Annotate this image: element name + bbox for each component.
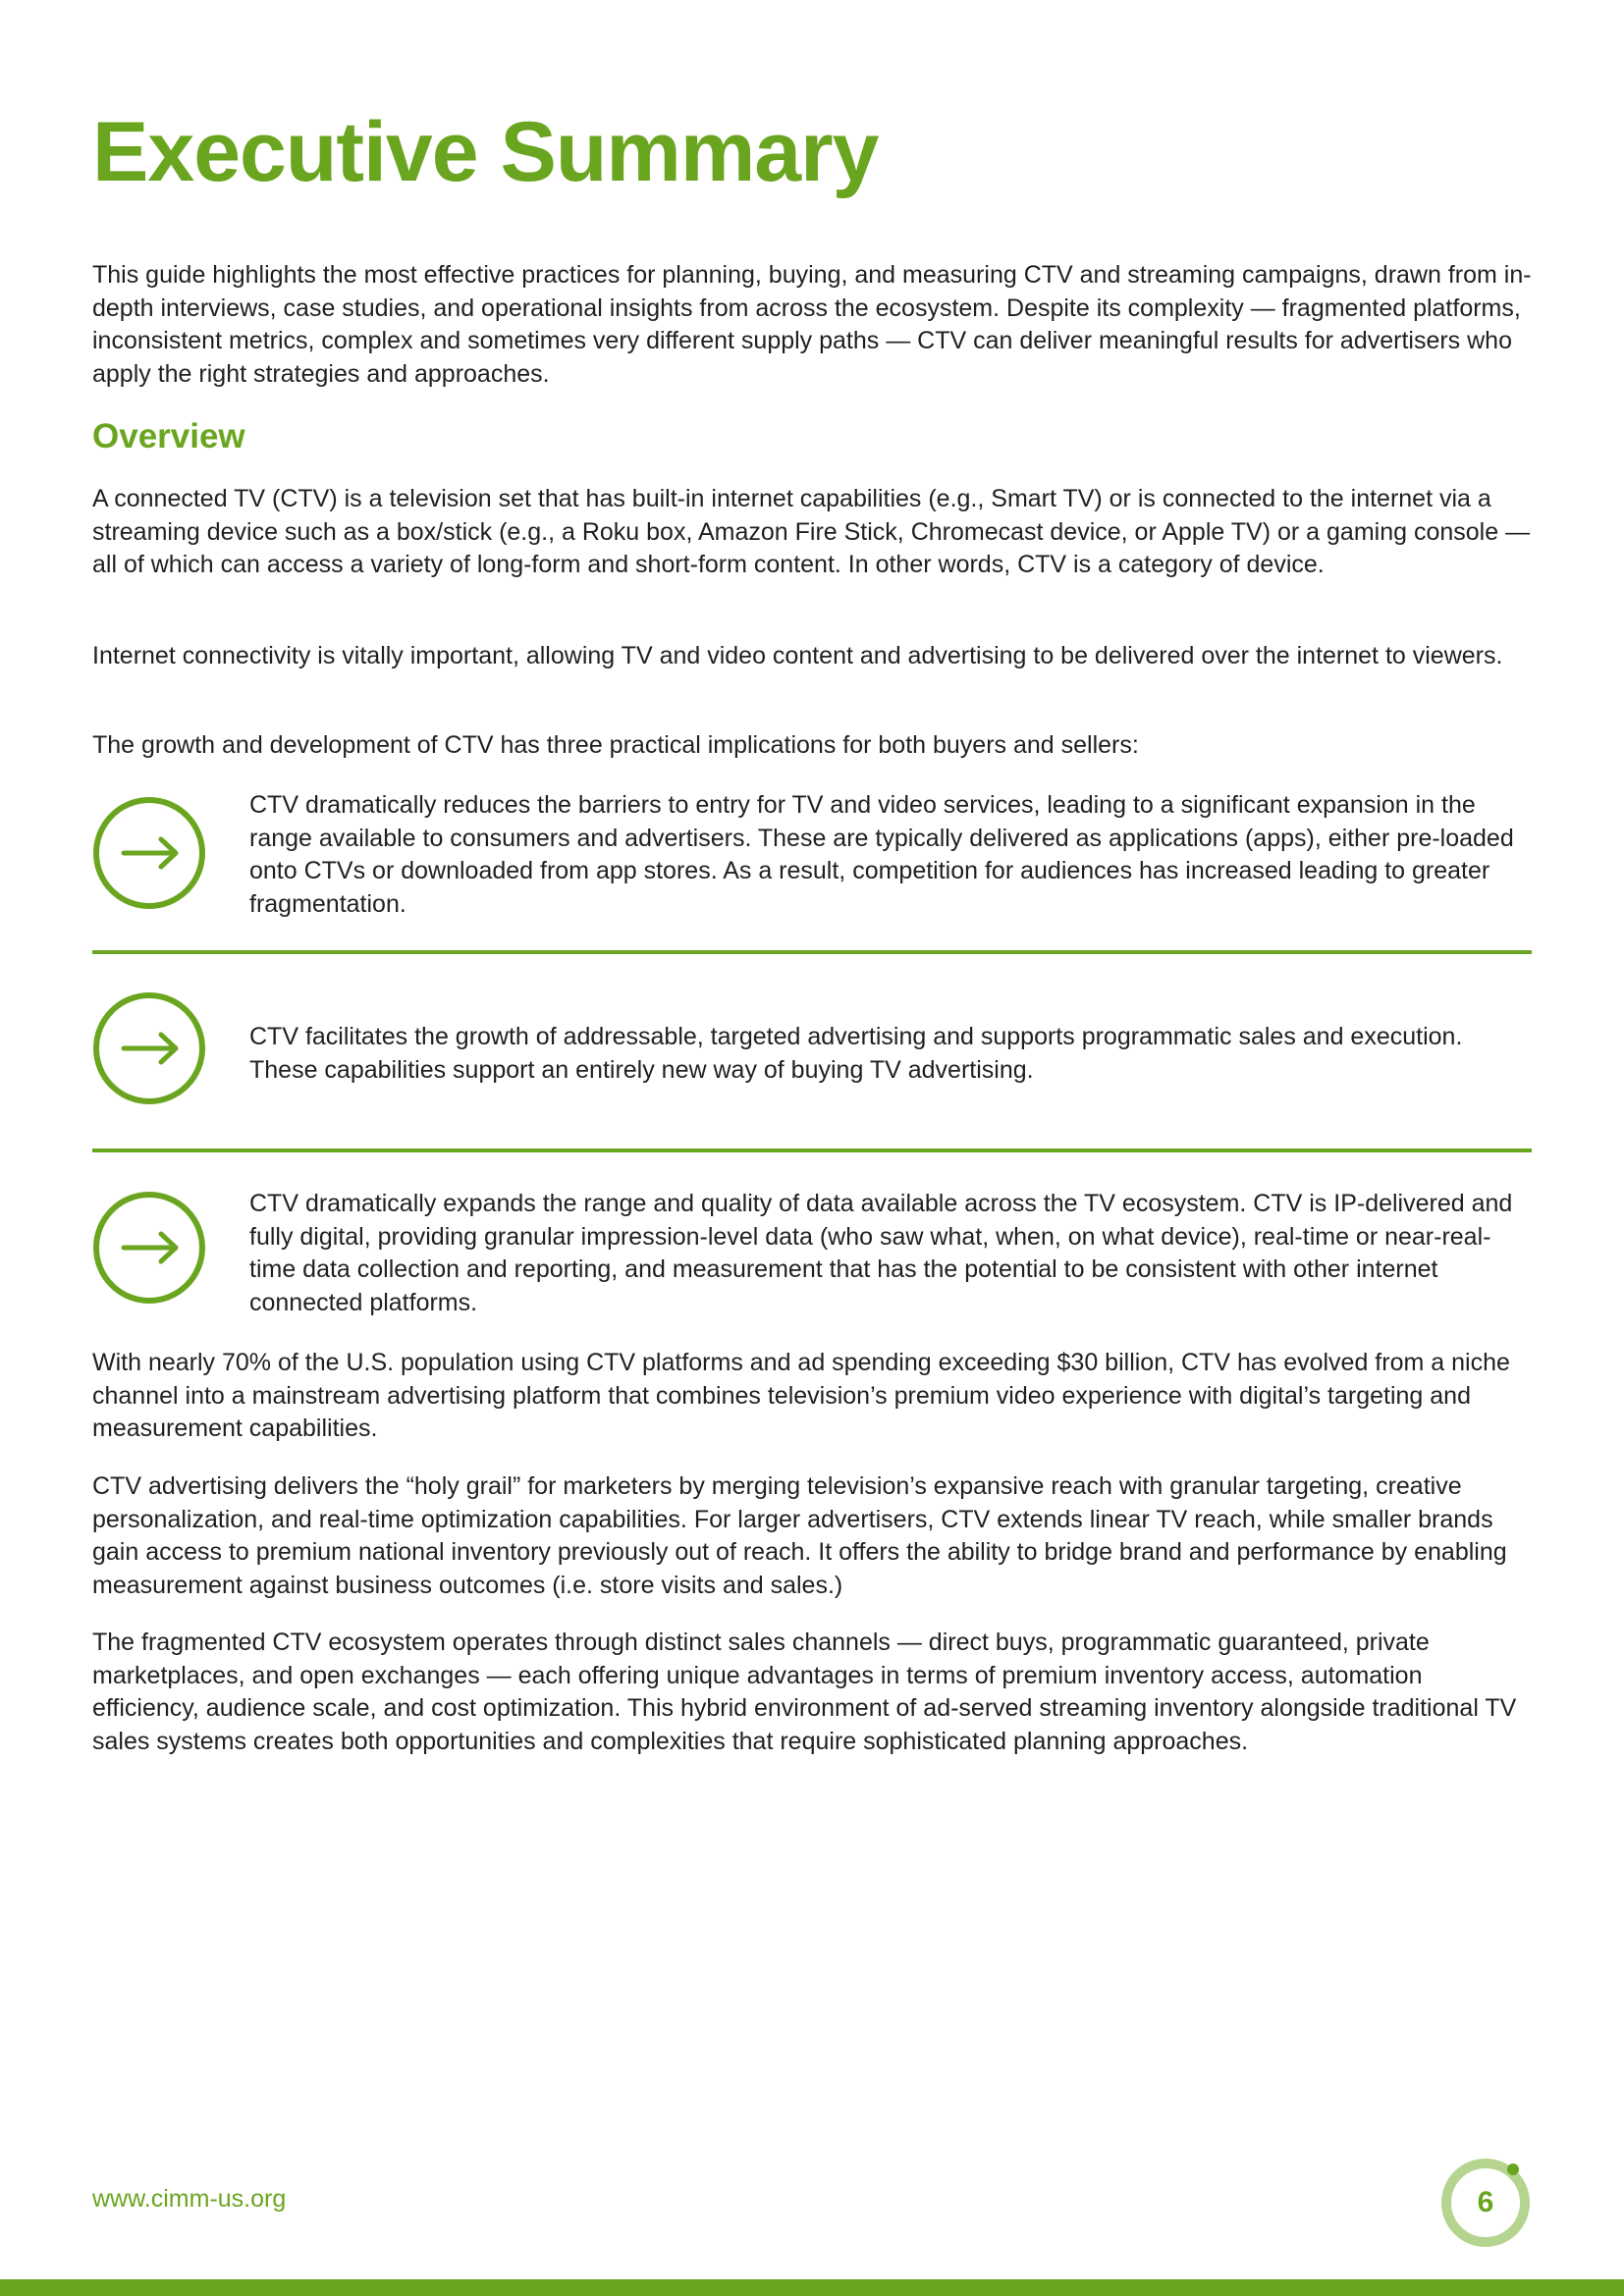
arrow-right-circle-icon (92, 991, 206, 1105)
arrow-right-circle-icon (92, 796, 206, 910)
overview-heading: Overview (92, 417, 245, 455)
intro-paragraph: This guide highlights the most effective practices for planning, buying, and measuring CTV and streaming campaigns, drawn from in-depth interviews, case studies, and operational insights from across the ecosystem. Despite its complexity — fragmented platforms, inconsistent metrics, complex and sometimes very different supply paths — CTV can deliver meaningful results for advertisers who apply the right strategies and approaches. (92, 261, 1532, 388)
page-number: 6 (1477, 2186, 1494, 2218)
implication-text-1: CTV dramatically reduces the barriers to entry for TV and video services, leading to a significant expansion in the range available to consumers and advertisers. These are typically delivered as applications (apps), either pre-loaded onto CTVs or downloaded from app stores. As a result, competition for audiences has increased leading to greater fragmentation. (249, 791, 1514, 918)
footer-url-link[interactable]: www.cimm-us.org (92, 2185, 287, 2213)
arrow-right-circle-icon (92, 1191, 206, 1305)
closing-paragraph-2: CTV advertising delivers the “holy grail” for marketers by merging television’s expansive reach with granular targeting, creative personalization, and real-time optimization capabilities. For larger advertisers, CTV extends linear TV reach, while smaller brands gain access to premium national inventory previously out of reach. It offers the ability to bridge brand and performance by enabling measurement against business outcomes (i.e. store visits and sales.) (92, 1472, 1507, 1599)
divider-1 (92, 950, 1532, 954)
implication-text-2: CTV facilitates the growth of addressable, targeted advertising and supports programmatic sales and execution. These capabilities support an entirely new way of buying TV advertising. (249, 1023, 1463, 1084)
closing-paragraph-3: The fragmented CTV ecosystem operates through distinct sales channels — direct buys, programmatic guaranteed, private marketplaces, and open exchanges — each offering unique advantages in terms of premium inventory access, automation efficiency, audience scale, and cost optimization. This hybrid environment of ad-served streaming inventory alongside traditional TV sales systems creates both opportunities and complexities that require sophisticated planning approaches. (92, 1629, 1517, 1755)
overview-paragraph-2: Internet connectivity is vitally important, allowing TV and video content and advertising to be delivered over the internet to viewers. (92, 642, 1503, 669)
implication-item-2 (92, 991, 1532, 1113)
implication-item-3 (92, 1188, 1532, 1320)
overview-paragraph-3: The growth and development of CTV has three practical implications for both buyers and sellers: (92, 731, 1139, 759)
divider-2 (92, 1148, 1532, 1152)
implication-item-1 (92, 789, 1532, 922)
overview-paragraph-1: A connected TV (CTV) is a television set that has built-in internet capabilities (e.g., Smart TV) or is connected to the internet via a streaming device such as a box/stick (e.g., a Roku box, Amazon Fire Stick, Chromecast device, or Apple TV) or a gaming console — all of which can access a variety of long-form and short-form content. In other words, CTV is a category of device. (92, 485, 1531, 578)
implication-text-3: CTV dramatically expands the range and quality of data available across the TV ecosystem. CTV is IP-delivered and fully digital, providing granular impression-level data (who saw what, when, on what device), real-time or near-real-time data collection and reporting, and measurement that has the potential to be consistent with other internet connected platforms. (249, 1190, 1513, 1316)
page-title: Executive Summary (92, 105, 879, 199)
bottom-accent-bar (0, 2279, 1624, 2296)
closing-paragraph-1: With nearly 70% of the U.S. population using CTV platforms and ad spending exceeding $30 billion, CTV has evolved from a niche channel into a mainstream advertising platform that combines television’s premium video experience with digital’s targeting and measurement capabilities. (92, 1349, 1510, 1442)
page-number-badge (1438, 2156, 1533, 2250)
